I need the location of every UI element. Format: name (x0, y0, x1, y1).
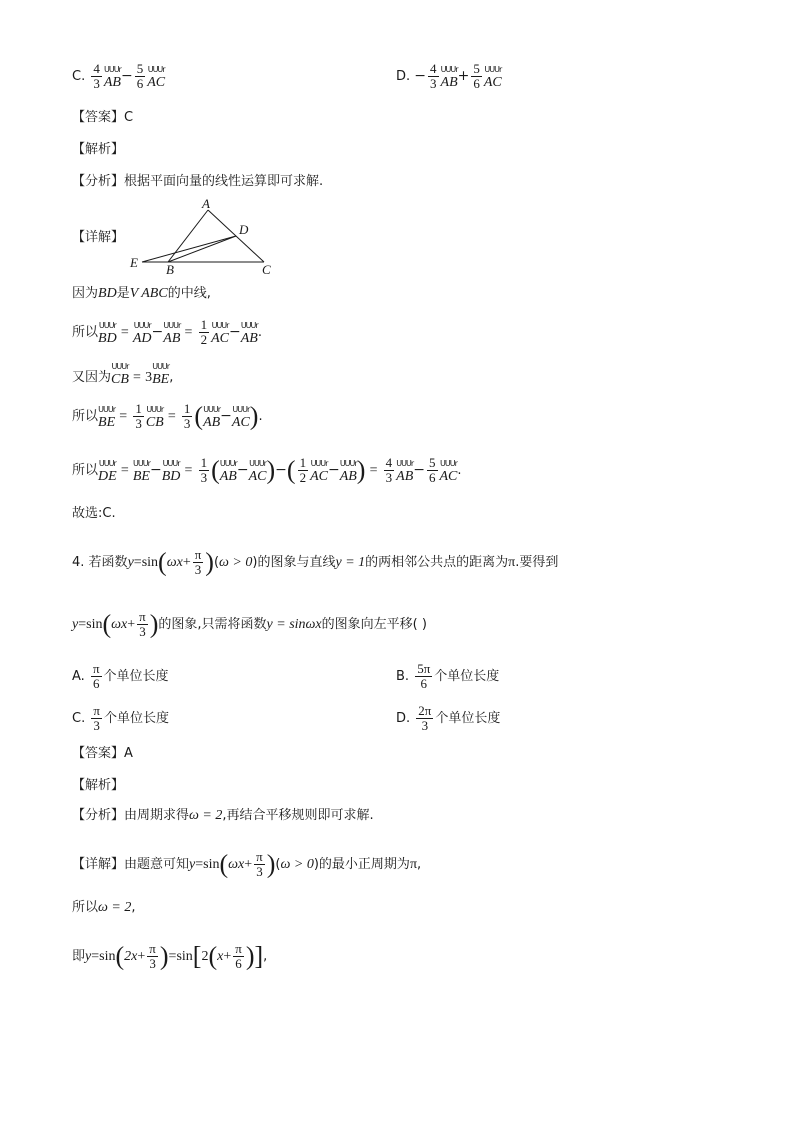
vector-label: AB (240, 331, 258, 346)
numerator: 1 (135, 401, 142, 416)
analysis-title: 【解析】 (72, 142, 125, 157)
vector-arrow: UUUr (163, 321, 181, 330)
text: 是 (116, 286, 130, 301)
numerator: π (139, 609, 146, 624)
text: 的中线, (167, 286, 211, 301)
fraction (427, 456, 438, 485)
vector-ab (163, 321, 180, 347)
vector-ac (249, 459, 267, 485)
choice-text: 个单位长度 (435, 711, 501, 726)
vector-label: BE (132, 469, 150, 484)
vector-ab (203, 405, 220, 431)
vector-be (133, 459, 150, 485)
numerator: π (235, 941, 242, 956)
denominator: 3 (194, 562, 202, 577)
numerator: 4 (430, 61, 437, 76)
numerator: 4 (93, 61, 100, 76)
step-5 (72, 456, 462, 485)
equals: = (184, 325, 193, 340)
vector-be (98, 405, 115, 431)
left-paren: ( (158, 547, 167, 577)
vector-label: DE (98, 469, 117, 484)
vector-ac (484, 65, 502, 91)
analysis-title-2: 【解析】 (72, 778, 125, 793)
fraction (135, 62, 146, 91)
equals: = (184, 463, 193, 478)
final-answer-1: 故选:C. (72, 506, 116, 521)
period: . (257, 325, 262, 340)
denominator: 6 (136, 76, 144, 91)
denominator: 3 (200, 470, 208, 485)
fraction-third (199, 456, 210, 485)
fraction-third (182, 402, 193, 431)
right-paren: ) (205, 547, 214, 577)
question-4-line-2 (72, 610, 427, 639)
numerator: 5 (136, 61, 144, 76)
vector-arrow: UUUr (440, 459, 457, 468)
condition: ω > 0 (280, 857, 314, 872)
fraction (428, 62, 439, 91)
text: 【分析】由周期求得 (72, 808, 190, 823)
fraction (254, 850, 265, 879)
period: . (457, 463, 462, 478)
denominator: 2 (299, 470, 307, 485)
fraction (147, 942, 158, 971)
vector-label: AC (211, 331, 229, 346)
fraction (137, 610, 148, 639)
vector-label: CB (111, 372, 129, 387)
sin: sin (99, 949, 116, 964)
vector-ac (147, 65, 165, 91)
left-bracket: [ (192, 941, 202, 971)
sign: − (414, 68, 427, 84)
vector-arrow: UUUr (232, 405, 250, 414)
var-omega: ω (166, 555, 177, 570)
equals: = (91, 949, 100, 964)
label-d: D (239, 222, 249, 237)
vector-arrow: UUUr (440, 65, 458, 74)
detail-2: 【详解】由题意可知y=sin(ωx+ $\frac{\pi}{3}$ )(ω > 0)的最小正周期为π, (72, 849, 422, 879)
equals: = (168, 949, 177, 964)
numerator: 5 (429, 455, 436, 470)
right-bracket: ] (254, 941, 264, 971)
numerator: 5 (473, 61, 480, 76)
right-paren: ) (149, 609, 159, 639)
label-a: A (202, 196, 210, 211)
fraction (91, 662, 102, 691)
detail-label: 【详解】 (72, 230, 125, 245)
sin: sin (203, 857, 220, 872)
vector-arrow: UUUr (152, 362, 170, 371)
text: 的两相邻公共点的距离为 (365, 555, 509, 570)
ie-line (72, 942, 267, 971)
fraction (415, 662, 432, 691)
vector-label: AC (483, 75, 502, 90)
vector-label: AD (132, 331, 152, 346)
coefficient: 3 (145, 370, 153, 385)
coefficient: 2 (201, 949, 209, 964)
text: 所以 (72, 463, 99, 478)
operator: + (244, 857, 253, 872)
operator: + (223, 949, 232, 964)
vector-arrow: UUUr (249, 459, 266, 468)
vector-arrow: UUUr (484, 65, 502, 74)
denominator: 3 (183, 416, 191, 431)
vector-arrow: UUUr (240, 321, 258, 330)
question-number: 4. (72, 555, 85, 570)
vector-label: AC (310, 469, 328, 484)
vector-label: BE (98, 415, 116, 430)
text: 即 (72, 949, 86, 964)
condition: ω > 0 (219, 555, 253, 570)
vector-arrow: UUUr (147, 65, 165, 74)
denominator: 3 (385, 470, 393, 485)
operator: − (120, 68, 133, 84)
choice-a (72, 662, 169, 691)
text: 因为 (72, 286, 99, 301)
option-d (396, 62, 502, 91)
text: 的最小正周期为 (318, 857, 410, 872)
vector-label: AC (439, 469, 458, 484)
comma: , (417, 857, 422, 872)
operator: − (413, 462, 425, 478)
vector-arrow: UUUr (339, 459, 357, 468)
fraction (91, 704, 102, 733)
vector-ab (396, 459, 413, 485)
var-x: x (176, 555, 183, 570)
vector-arrow: UUUr (219, 459, 237, 468)
vector-ab (220, 459, 237, 485)
line-equation: y = 1 (335, 555, 366, 570)
answer-line-2: 【答案】A (72, 746, 133, 761)
denominator: 3 (135, 416, 142, 431)
numerator: 4 (385, 455, 393, 470)
label-e: E (130, 255, 138, 270)
text: ,再结合平移规则即可求解. (222, 808, 374, 823)
equals: = (133, 370, 141, 385)
equals: = (120, 463, 129, 478)
question-4-line-1: 4. 若函数y=sin(ωx+ $\frac{\pi}{3}$ )(ω > 0)的图象与直线y = 1的两相邻公共点的距离为π.要得到 (72, 547, 559, 577)
vector-arrow: UUUr (162, 459, 180, 468)
omega-equation: ω = 2 (98, 900, 132, 915)
numerator: 1 (183, 401, 191, 416)
omega-equation: ω = 2 (189, 808, 223, 823)
vector-label: BD (161, 469, 181, 484)
left-paren: ( (115, 941, 125, 971)
vector-ac (440, 459, 458, 485)
vector-label: AB (163, 331, 181, 346)
text: 的图象,只需将函数 (158, 617, 267, 632)
fraction (384, 456, 395, 485)
vector-arrow: UUUr (98, 405, 115, 414)
choice-text: 个单位长度 (103, 711, 169, 726)
pi: π (409, 857, 418, 872)
pi: π (508, 555, 516, 570)
vector-arrow: UUUr (133, 321, 151, 330)
operator: − (327, 462, 340, 478)
vector-ac (232, 405, 250, 431)
function: y = sinωx (266, 617, 322, 632)
text: 所以 (72, 409, 99, 424)
two-x: 2x (124, 949, 138, 964)
denominator: 6 (429, 470, 436, 485)
denominator: 3 (149, 956, 156, 971)
numerator: π (256, 849, 263, 864)
vector-be (152, 362, 169, 388)
text: 的图象向左平移( ) (321, 617, 427, 632)
vector-cb (111, 362, 129, 388)
numerator: 5π (417, 661, 431, 676)
vector-label: AB (103, 75, 121, 90)
right-paren: ) (266, 849, 276, 879)
choice-label: B. (396, 669, 410, 684)
vector-label: AC (147, 75, 166, 90)
vector-ab (340, 459, 357, 485)
operator: − (228, 324, 241, 340)
fraction (193, 548, 204, 577)
vector-arrow: UUUr (146, 405, 164, 414)
fraction-half (199, 318, 210, 347)
operator: + (137, 949, 146, 964)
vector-label: AB (339, 469, 357, 484)
analysis-title-text: 解析 (85, 142, 112, 157)
vector-label: AC (231, 415, 250, 430)
label-b: B (166, 262, 174, 277)
text: 的图象与直线 (257, 555, 336, 570)
analysis-text-2 (72, 806, 374, 826)
vector-arrow: UUUr (98, 321, 116, 330)
left-paren: ( (211, 455, 220, 485)
numerator: 1 (200, 317, 208, 332)
left-paren: ( (102, 609, 112, 639)
vector-ac (310, 459, 328, 485)
equals: = (78, 617, 87, 632)
choice-label: C. (72, 711, 86, 726)
text: .要得到 (515, 555, 559, 570)
numerator: π (194, 547, 202, 562)
option-c (72, 62, 165, 91)
comma: , (263, 949, 268, 964)
vector-ab (241, 321, 258, 347)
sin: sin (141, 555, 159, 570)
vector-cb (146, 405, 164, 431)
text: 又因为 (72, 370, 112, 385)
var-y: y (127, 555, 134, 570)
step-3 (72, 362, 173, 388)
vector-ab (441, 65, 458, 91)
numerator: π (93, 703, 100, 718)
fraction (91, 62, 102, 91)
operator: + (127, 617, 136, 632)
numerator: π (92, 661, 100, 676)
step-1 (72, 284, 211, 304)
vector-ad (133, 321, 152, 347)
denominator: 2 (200, 332, 208, 347)
equals: = (119, 409, 128, 424)
option-label: D. (396, 69, 411, 84)
denominator: 6 (420, 676, 427, 691)
omega-x: ωx (228, 857, 245, 872)
analysis-title-text: 解析 (85, 778, 112, 793)
left-paren: ( (194, 401, 204, 431)
equals: = (167, 409, 176, 424)
operator: + (182, 555, 191, 570)
vector-label: AB (440, 75, 458, 90)
left-paren: ( (208, 941, 218, 971)
right-paren: ) (266, 455, 276, 485)
operator: − (151, 324, 164, 340)
analysis-text: 【分析】根据平面向量的线性运算即可求解. (72, 174, 324, 189)
period: . (258, 409, 263, 424)
numerator: 1 (299, 455, 307, 470)
vector-arrow: UUUr (211, 321, 229, 330)
denominator: 3 (430, 76, 437, 91)
denominator: 3 (256, 864, 263, 879)
operator: − (149, 462, 162, 478)
vector-bd (98, 321, 117, 347)
triangle-abc: V ABC (129, 286, 168, 301)
label-c: C (262, 262, 271, 277)
step-4 (72, 402, 263, 431)
var-y: y (189, 857, 196, 872)
comma: , (169, 370, 174, 385)
choice-label: D. (396, 711, 411, 726)
vector-arrow: UUUr (396, 459, 414, 468)
text: 所以 (72, 900, 99, 915)
fraction-third (133, 402, 144, 431)
equals: = (120, 325, 129, 340)
equals: = (195, 857, 204, 872)
vector-arrow: UUUr (310, 459, 328, 468)
segment-bd: BD (98, 286, 117, 301)
operator: − (275, 462, 287, 478)
denominator: 6 (235, 956, 242, 971)
vector-label: CB (145, 415, 164, 430)
left-paren: ( (219, 849, 229, 879)
denominator: 3 (421, 718, 429, 733)
choice-d (396, 704, 500, 733)
right-paren: ) (245, 941, 255, 971)
vector-ab (104, 65, 121, 91)
operator: + (457, 68, 470, 84)
answer-line: 【答案】C (72, 110, 134, 125)
numerator: π (149, 941, 156, 956)
right-paren: ) (249, 401, 259, 431)
vector-bd (162, 459, 181, 485)
denominator: 3 (139, 624, 146, 639)
vector-label: AC (248, 469, 267, 484)
text: 若函数 (88, 555, 128, 570)
omega-x: ωx (111, 617, 128, 632)
vector-arrow: UUUr (103, 65, 121, 74)
vector-arrow: UUUr (98, 459, 116, 468)
fraction-half (298, 456, 309, 485)
right-paren: ) (356, 455, 366, 485)
denominator: 6 (92, 676, 100, 691)
vector-label: BE (152, 372, 170, 387)
choice-label: A. (72, 669, 85, 684)
fraction (416, 704, 433, 733)
choice-text: 个单位长度 (103, 669, 169, 684)
fraction (233, 942, 244, 971)
text: 所以 (72, 325, 99, 340)
choice-b (396, 662, 499, 691)
vector-arrow: UUUr (203, 405, 221, 414)
equals: = (133, 555, 142, 570)
vector-arrow: UUUr (111, 362, 129, 371)
numerator: 2π (418, 703, 432, 718)
vector-ac (211, 321, 229, 347)
option-label: C. (72, 69, 86, 84)
vector-label: BD (98, 331, 117, 346)
numerator: 1 (200, 455, 208, 470)
denominator: 6 (473, 76, 480, 91)
denominator: 3 (93, 718, 100, 733)
operator: − (220, 408, 232, 424)
step-2 (72, 318, 262, 347)
vector-label: AB (203, 415, 221, 430)
var-y: y (85, 949, 92, 964)
choice-c (72, 704, 169, 733)
so-omega (72, 898, 136, 918)
right-paren: ) (159, 941, 169, 971)
vector-label: AB (396, 469, 414, 484)
vector-arrow: UUUr (133, 459, 150, 468)
equals: = (369, 463, 378, 478)
denominator: 3 (93, 76, 100, 91)
fraction (471, 62, 482, 91)
var-y: y (72, 617, 79, 632)
vector-label: AB (219, 469, 237, 484)
comma: , (131, 900, 136, 915)
segment-ed (142, 236, 236, 262)
triangle-diagram (126, 196, 282, 280)
text: 【详解】由题意可知 (72, 857, 190, 872)
vector-de (98, 459, 117, 485)
sin: sin (86, 617, 103, 632)
var-x: x (217, 949, 224, 964)
operator: − (236, 462, 249, 478)
choice-text: 个单位长度 (434, 669, 500, 684)
left-paren: ( (286, 455, 296, 485)
sin: sin (176, 949, 193, 964)
